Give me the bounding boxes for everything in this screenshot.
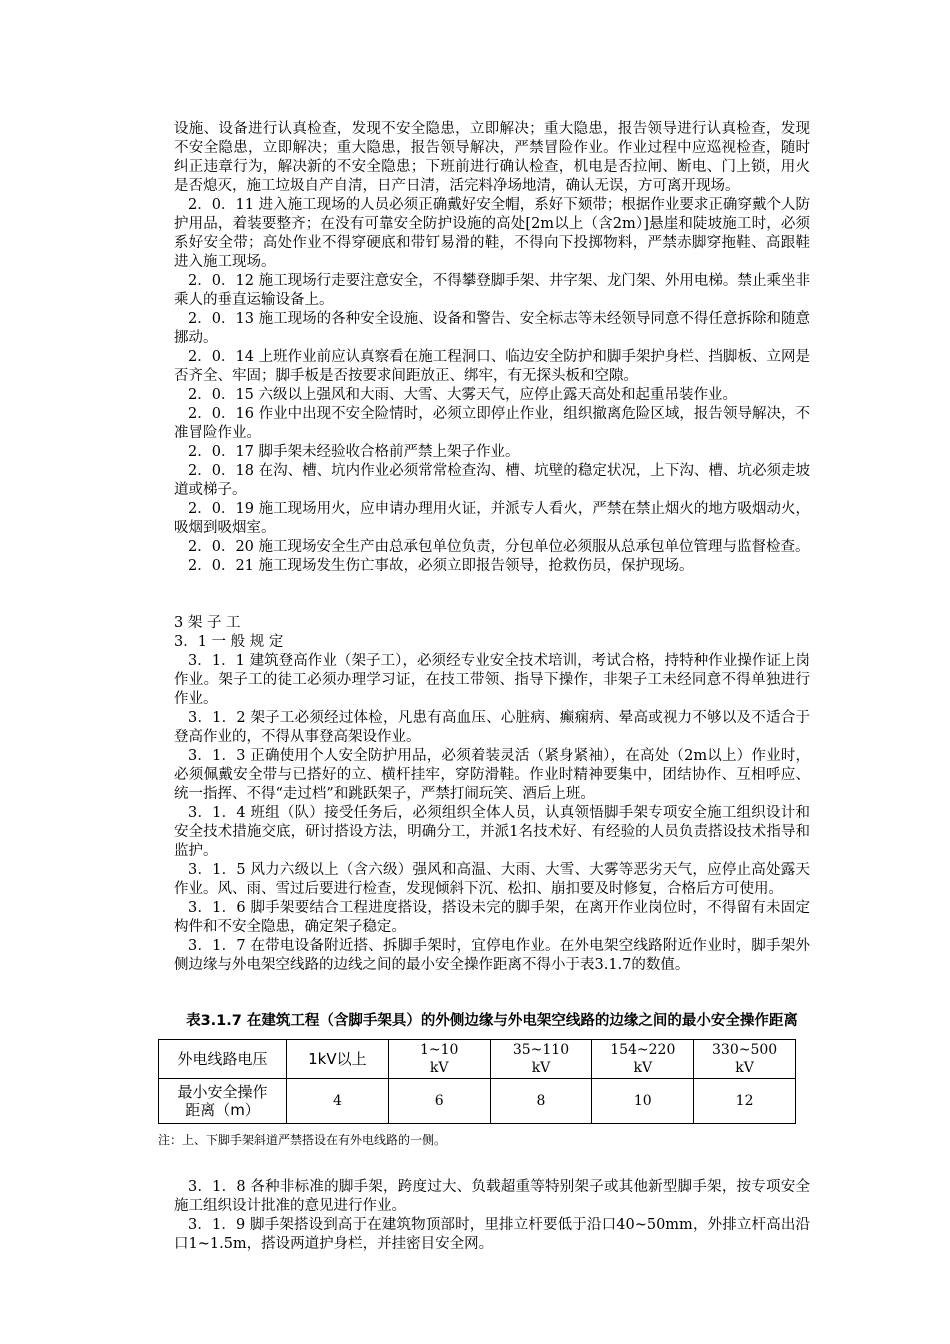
document-body — [158, 120, 810, 1254]
table-cell: 330~500 kV — [694, 1040, 796, 1079]
clause-3-1-7: 3．1．7 在带电设备附近搭、拆脚手架时，宜停电作业。在外电架空线路附近作业时，脚手架外侧边缘与外电架空线路的边线之间的最小安全操作距离不得小于表3.1.7的数值。 — [174, 938, 810, 973]
clause-2-0-14: 2．0．14 上班作业前应认真察看在施工程洞口、临边安全防护和脚手架护身栏、挡脚板、立网是否齐全、牢固；脚手板是否按要求间距放正、绑牢，有无探头板和空隙。 — [174, 349, 810, 384]
clause-3-1-3: 3．1．3 正确使用个人安全防护用品，必须着装灵活（紧身紧袖），在高处（2m以上）作业时，必须佩戴安全带与已搭好的立、横杆挂牢，穿防滑鞋。作业时精神要集中，团结协作、互相呼应、统一指挥、不得“走过档”和跳跃架子，严禁打闹玩笑、酒后上班。 — [174, 748, 810, 802]
table-cell: 35~110 kV — [490, 1040, 592, 1079]
section3-title: 3 架 子 工 — [174, 615, 241, 631]
section3-1-title: 3．1 一 般 规 定 — [174, 634, 284, 650]
clause-3-1-1: 3．1．1 建筑登高作业（架子工），必须经专业安全技术培训，考试合格，持特种作业操作证上岗作业。架子工的徒工必须办理学习证，在技工带领、指导下操作，非架子工未经同意不得单独进行作业。 — [174, 653, 810, 707]
table-cell: 12 — [694, 1079, 796, 1124]
table-cell: 8 — [490, 1079, 592, 1124]
section-spacer — [174, 576, 810, 614]
clause-2-0-11: 2．0．11 进入施工现场的人员必须正确戴好安全帽，系好下颏带；根据作业要求正确穿戴个人防护用品，着装要整齐；在没有可靠安全防护设施的高处[2m以上（含2m）]悬崖和陡坡施工时，必须系好安全带；高处作业不得穿硬底和带钉易滑的鞋，不得向下投掷物料，严禁赤脚穿拖鞋、高跟鞋进入施工现场。 — [174, 197, 810, 270]
table-header-voltage: 外电线路电压 — [159, 1040, 287, 1079]
section3-list — [174, 652, 810, 975]
safety-distance-table — [158, 1039, 796, 1124]
table-caption: 表3.1.7 在建筑工程（含脚手架具）的外侧边缘与外电架空线路的边缘之间的最小安全操作距离 — [186, 1013, 798, 1029]
clause-3-1-5: 3．1．5 风力六级以上（含六级）强风和高温、大雨、大雪、大雾等恶劣天气，应停止高处露天作业。风、雨、雪过后要进行检查，发现倾斜下沉、松扣、崩扣要及时修复，合格后方可使用。 — [174, 862, 810, 897]
intro-paragraph: 设施、设备进行认真检查，发现不安全隐患，立即解决；重大隐患，报告领导进行认真检查，发现不安全隐患，立即解决；重大隐患，报告领导解决，严禁冒险作业。作业过程中应巡视检查，随时纠正违章行为，解决新的不安全隐患；下班前进行确认检查，机电是否拉闸、断电、门上锁，用火是否熄灭，施工垃圾自产自清，日产日清，活完料净场地清，确认无误，方可离开现场。 — [174, 121, 810, 194]
clause-2-0-16: 2．0．16 作业中出现不安全险情时，必须立即停止作业，组织撤离危险区域，报告领导解决，不准冒险作业。 — [174, 406, 810, 441]
clause-2-0-20: 2．0．20 施工现场安全生产由总承包单位负责，分包单位必须服从总承包单位管理与监督检查。 — [188, 539, 810, 555]
clause-3-1-6: 3．1．6 脚手架要结合工程进度搭设，搭设未完的脚手架，在离开作业岗位时，不得留有未固定构件和不安全隐患，确定架子稳定。 — [174, 900, 810, 935]
clause-2-0-13: 2．0．13 施工现场的各种安全设施、设备和警告、安全标志等未经领导同意不得任意拆除和随意挪动。 — [174, 311, 810, 346]
table-cell: 4 — [287, 1079, 389, 1124]
table-cell: 1~10 kV — [388, 1040, 490, 1079]
table-note: 注：上、下脚手架斜道严禁搭设在有外电线路的一侧。 — [158, 1133, 447, 1147]
clause-2-0-15: 2．0．15 六级以上强风和大雨、大雪、大雾天气，应停止露天高处和起重吊装作业。 — [188, 387, 738, 403]
table-cell: 154~220 kV — [592, 1040, 694, 1079]
clause-3-1-8: 3．1．8 各种非标准的脚手架，跨度过大、负载超重等特别架子或其他新型脚手架，按专项安全施工组织设计批准的意见进行作业。 — [174, 1179, 810, 1214]
table-cell: 6 — [388, 1079, 490, 1124]
clause-2-0-19: 2．0．19 施工现场用火，应申请办理用火证，并派专人看火，严禁在禁止烟火的地方吸烟动火，吸烟到吸烟室。 — [174, 501, 810, 536]
table-cell: 1kV以上 — [287, 1040, 389, 1079]
clause-2-0-21: 2．0．21 施工现场发生伤亡事故，必须立即报告领导，抢救伤员，保护现场。 — [188, 558, 694, 574]
after-table-list — [174, 1178, 810, 1254]
section2-list — [174, 196, 810, 576]
clause-3-1-4: 3．1．4 班组（队）接受任务后，必须组织全体人员，认真领悟脚手架专项安全施工组织设计和安全技术措施交底，研讨搭设方法，明确分工，并派1名技术好、有经验的人员负责搭设技术指导和监护。 — [174, 805, 810, 859]
table-row — [159, 1079, 796, 1124]
table-row — [159, 1040, 796, 1079]
clause-2-0-17: 2．0．17 脚手架未经验收合格前严禁上架子作业。 — [188, 444, 520, 460]
clause-3-1-2: 3．1．2 架子工必须经过体检，凡患有高血压、心脏病、癫痫病、晕高或视力不够以及不适合于登高作业的，不得从事登高架设作业。 — [174, 710, 810, 745]
table-cell: 10 — [592, 1079, 694, 1124]
clause-3-1-9: 3．1．9 脚手架搭设到高于在建筑物顶部时，里排立杆要低于沿口40~50mm，外排立杆高出沿口1~1.5m，搭设两道护身栏，并挂密目安全网。 — [174, 1217, 810, 1252]
clause-2-0-12: 2．0．12 施工现场行走要注意安全，不得攀登脚手架、井字架、龙门架、外用电梯。禁止乘坐非乘人的垂直运输设备上。 — [174, 273, 810, 308]
clause-2-0-18: 2．0．18 在沟、槽、坑内作业必须常常检查沟、槽、坑壁的稳定状况，上下沟、槽、坑必须走坡道或梯子。 — [174, 463, 810, 498]
table-header-distance: 最小安全操作 距离（m） — [159, 1079, 287, 1124]
